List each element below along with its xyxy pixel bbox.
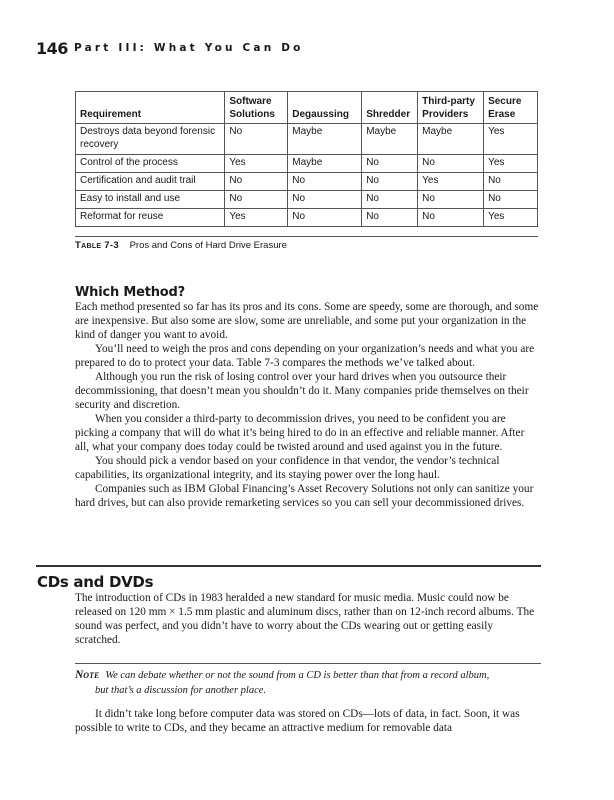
cds-body-continued	[75, 707, 541, 735]
note-label: Note	[75, 669, 100, 681]
table-cell: Yes	[484, 155, 538, 173]
paragraph: The introduction of CDs in 1983 heralded a new standard for music media. Music could now be released on 120 mm × 1.5 mm plastic and aluminum discs, rather than on 12-inch record albums. The sound was perfect, and you didn’t have to worry about the CDs wearing out or getting easily scratched.	[75, 592, 535, 646]
cds-body	[75, 591, 541, 647]
note-text-continued: but that’s a discussion for another place.	[95, 685, 267, 696]
table-row	[76, 124, 538, 155]
table-cell: Yes	[225, 209, 288, 227]
table-cell: Maybe	[362, 124, 418, 155]
page-header	[36, 39, 304, 58]
table-cell: No	[225, 191, 288, 209]
note-text: We can debate whether or not the sound from a CD is better than that from a record album,	[105, 670, 490, 681]
table-header-cell: Third-party Providers	[418, 92, 484, 124]
paragraph: Each method presented so far has its pros and its cons. Some are speedy, some are thorough, and some are inexpensive. But also some are slow, some are unreliable, and some put your organization in the kind of danger you want to avoid.	[75, 301, 539, 341]
table-header-row	[76, 92, 538, 124]
table-cell: Yes	[225, 155, 288, 173]
caption-text: Pros and Cons of Hard Drive Erasure	[129, 240, 287, 251]
table-cell: No	[362, 173, 418, 191]
table-row	[76, 191, 538, 209]
which-method-body	[75, 300, 541, 510]
table-cell: No	[288, 209, 362, 227]
table-cell: Maybe	[288, 155, 362, 173]
table-cell: No	[362, 155, 418, 173]
table-row	[76, 155, 538, 173]
table-cell: No	[288, 191, 362, 209]
table-cell: No	[418, 209, 484, 227]
table-header-cell: Requirement	[76, 92, 225, 124]
table-header-cell: Shredder	[362, 92, 418, 124]
table-caption	[75, 240, 287, 251]
table-cell: No	[225, 124, 288, 155]
erasure-comparison-table	[75, 91, 538, 227]
table-header-cell: Secure Erase	[484, 92, 538, 124]
section-heading-which-method: Which Method?	[75, 285, 185, 300]
table-header-cell: Software Solutions	[225, 92, 288, 124]
paragraph: It didn’t take long before computer data was stored on CDs—lots of data, in fact. Soon, it was possible to write to CDs, and they became an attractive medium for removable data	[75, 708, 520, 734]
paragraph: Although you run the risk of losing control over your hard drives when you outsource their decommissioning, that doesn’t mean you shouldn’t do it. Many companies pride themselves on their security and discretion.	[75, 371, 529, 411]
table-cell: Yes	[484, 209, 538, 227]
table-cell: Yes	[484, 124, 538, 155]
table-header-cell: Degaussing	[288, 92, 362, 124]
table-cell: No	[418, 191, 484, 209]
running-title: Part III: What You Can Do	[74, 42, 304, 54]
paragraph: When you consider a third-party to decommission drives, you need to be confident you are picking a company that will do what it’s being hired to do in an effective and reliable manner. After all, what your company does today could be twisted around and used against you in the future.	[75, 413, 525, 453]
table-row	[76, 209, 538, 227]
table-cell: Destroys data beyond forensic recovery	[76, 124, 225, 155]
paragraph: You should pick a vendor based on your confidence in that vendor, the vendor’s technical capabilities, its organizational integrity, and its staying power over the long haul.	[75, 455, 500, 481]
table-cell: Maybe	[288, 124, 362, 155]
paragraph: You’ll need to weigh the pros and cons depending on your organization’s needs and what you are prepared to do to protect your data. Table 7-3 compares the methods we’ve talked about.	[75, 343, 535, 369]
table-cell: No	[484, 191, 538, 209]
paragraph: Companies such as IBM Global Financing’s Asset Recovery Solutions not only can sanitize your hard drives, but can also provide remarketing services so you can sell your decommissioned drives.	[75, 483, 534, 509]
table-cell: No	[288, 173, 362, 191]
table-cell: Maybe	[418, 124, 484, 155]
table-cell: No	[418, 155, 484, 173]
note-box	[75, 668, 541, 698]
page-number: 146	[36, 39, 68, 58]
table-cell: Control of the process	[76, 155, 225, 173]
table-cell: Certification and audit trail	[76, 173, 225, 191]
table-cell: No	[225, 173, 288, 191]
table-cell: Reformat for reuse	[76, 209, 225, 227]
caption-divider	[75, 236, 538, 237]
table-cell: No	[362, 191, 418, 209]
caption-label: Table 7-3	[75, 240, 119, 251]
table-row	[76, 173, 538, 191]
table-cell: No	[362, 209, 418, 227]
section-heading-cds-dvds: CDs and DVDs	[37, 573, 154, 591]
table-cell: No	[484, 173, 538, 191]
note-divider	[75, 663, 541, 664]
section-divider	[36, 565, 541, 567]
table-cell: Easy to install and use	[76, 191, 225, 209]
table-cell: Yes	[418, 173, 484, 191]
